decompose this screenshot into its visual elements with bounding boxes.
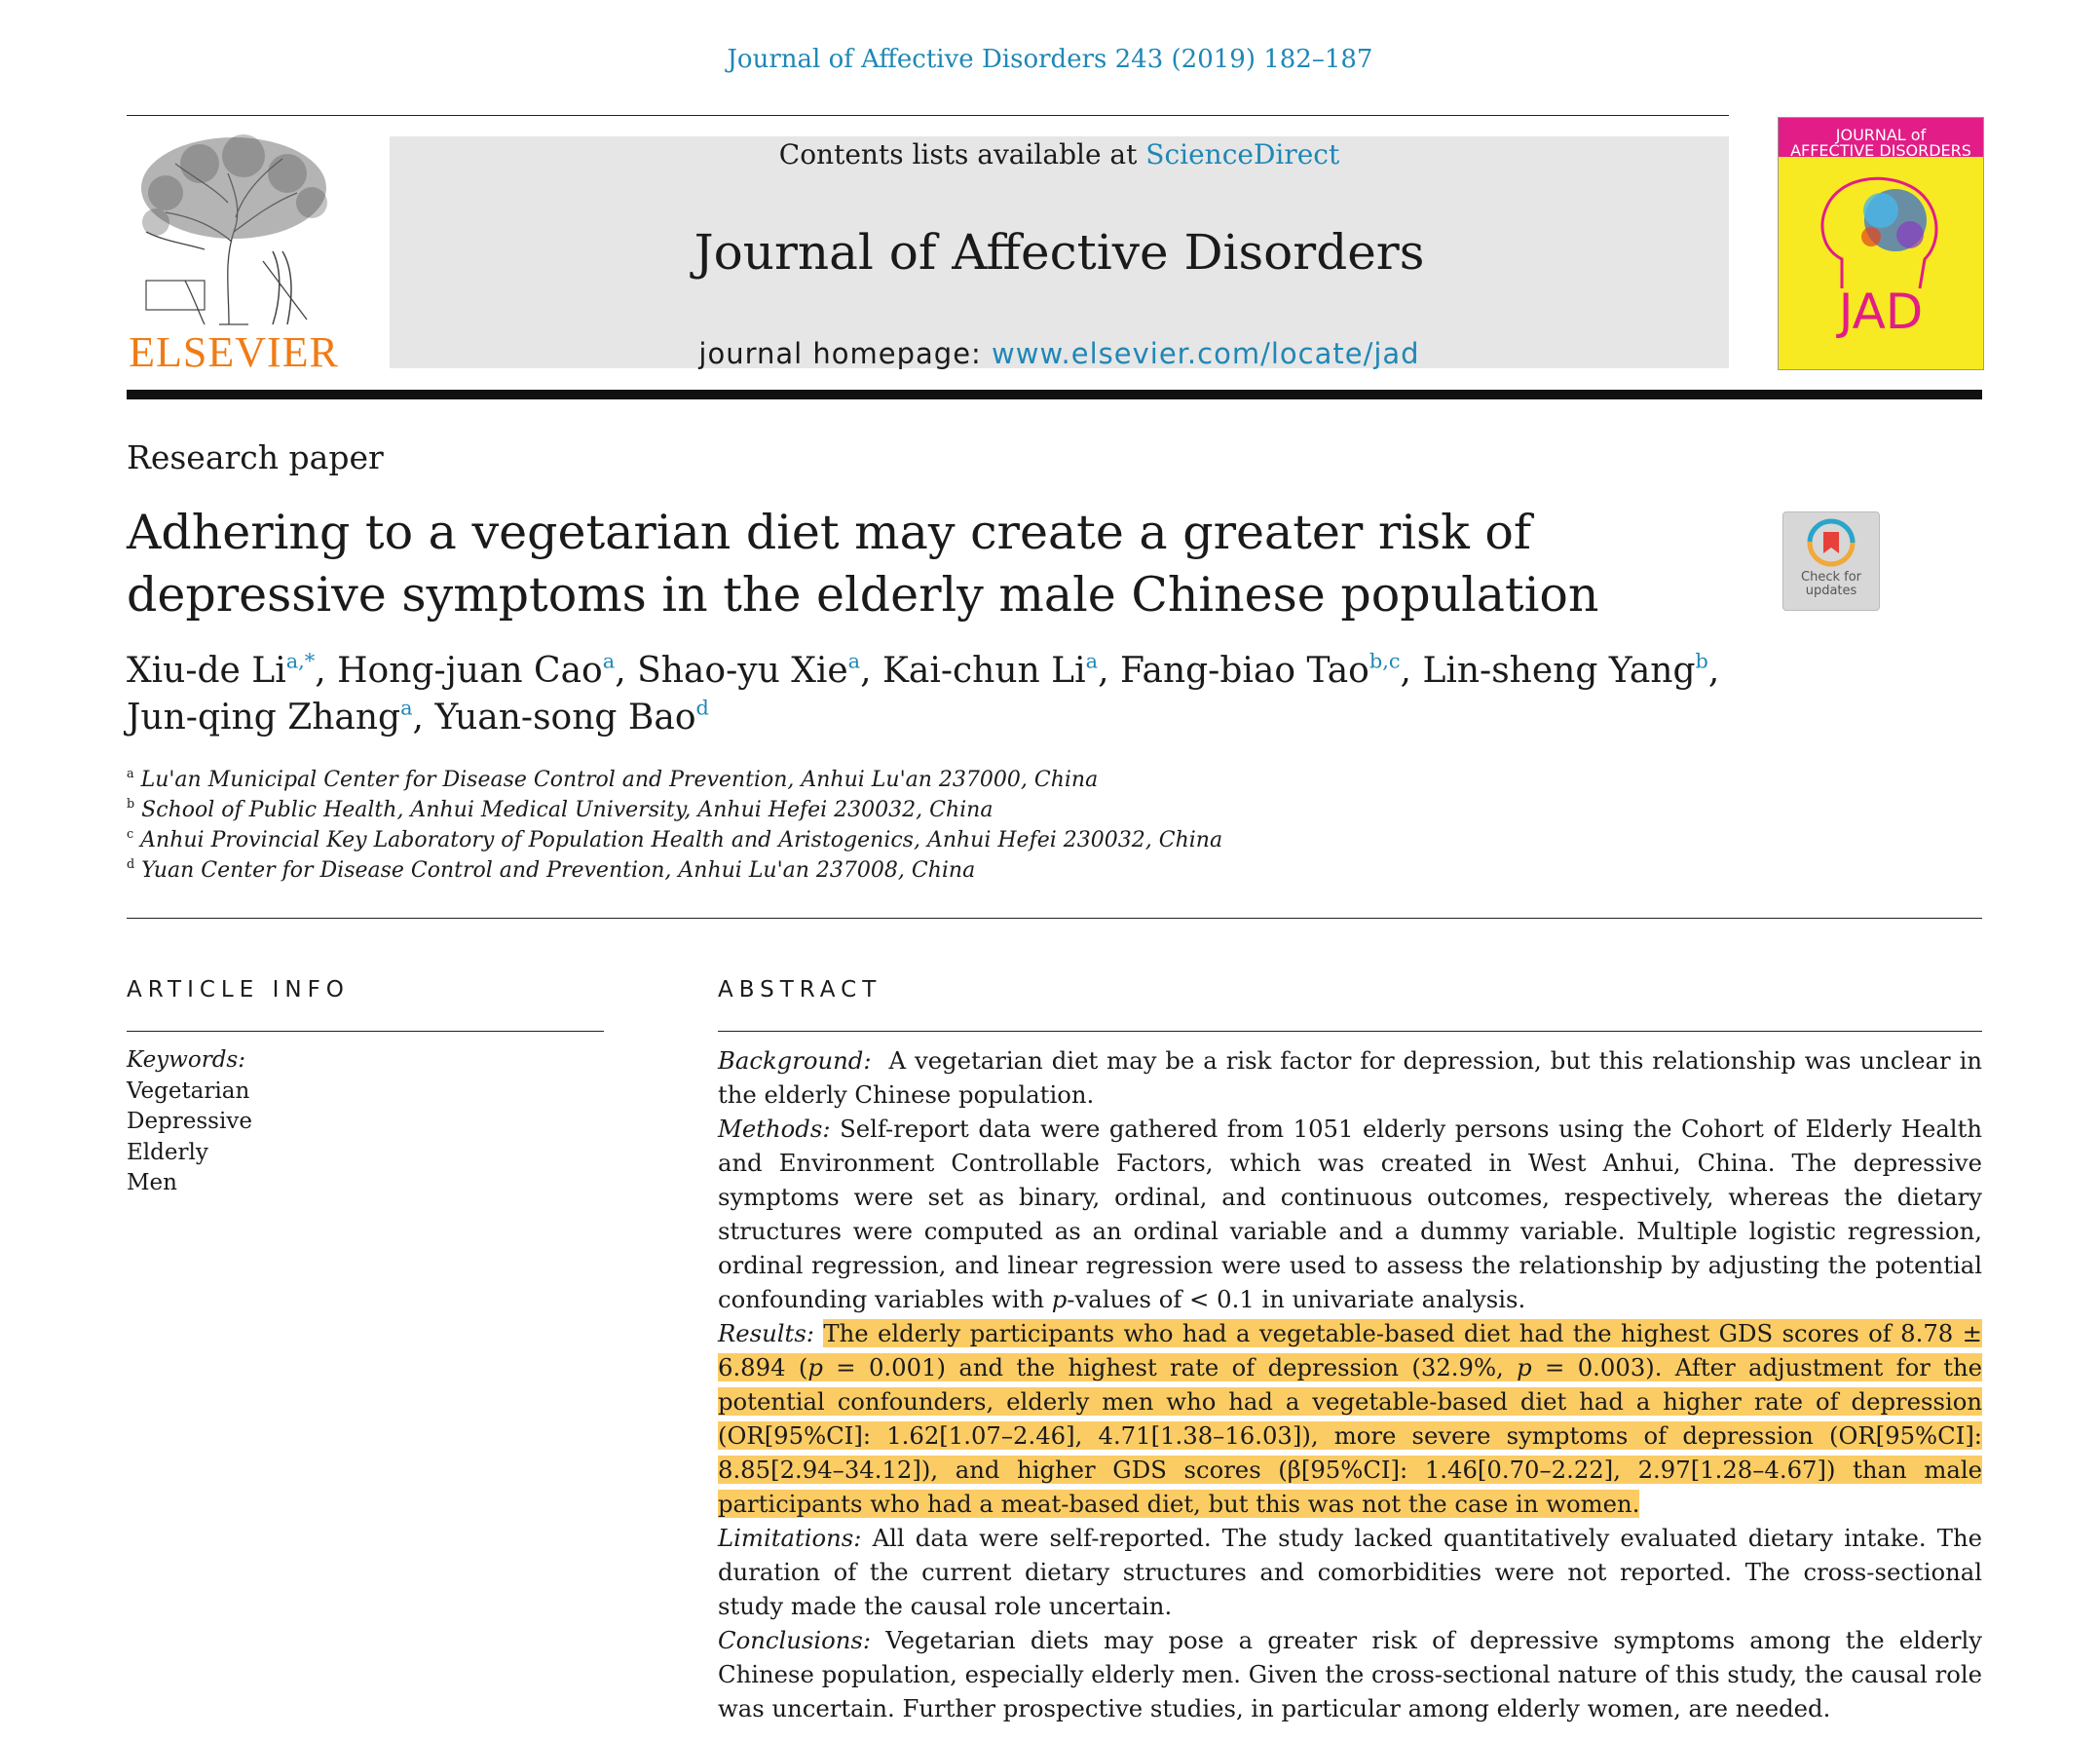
author[interactable] [637,651,860,691]
affiliation-key: b [127,797,135,813]
abstract-background [718,1043,1982,1112]
header-rule [127,115,1729,116]
keyword: Depressive [127,1109,252,1134]
abstract-methods [718,1112,1982,1316]
author-name: Yuan-song Bao [434,698,696,738]
methods-text-end: -values of < 0.1 in univariate analysis. [1067,1285,1526,1313]
results-text: = 0.003). After adjustment for the potential confounders, elderly men who had a vegetable-based diet had a higher rate of depression (OR[95%CI]: 1.62[1.07–2.46], 4.71[1.38–16.03]), more severe symptoms of depression (OR[95%CI]: 8.85[2.94–34.12]), and higher GDS scores (β[95%CI]: 1.46[0.70–2.22], 2.97[1.28–4.67]) than male participants who had a meat-based diet, but this was not the case in women. [718,1353,1982,1518]
article-info-heading: ARTICLE INFO [127,977,350,1002]
author[interactable] [1120,651,1401,691]
masthead-rule [127,390,1982,399]
tree-icon [127,134,341,329]
author-affiliation-ref[interactable]: a [1085,649,1099,673]
author-name: Fang-biao Tao [1119,651,1369,691]
keyword: Men [127,1170,177,1195]
check-for-updates-badge[interactable] [1782,511,1880,611]
conclusions-text: Vegetarian diets may pose a greater risk of depressive symptoms among the elderly Chinese population, especially elderly men. Given the cross-sectional nature of this study, the causal role was uncertain. Further prospective studies, in particular among elderly women, are needed. [718,1626,1982,1722]
author-name: Jun-qing Zhang [127,698,401,738]
contents-line [390,138,1729,170]
affiliation [127,795,1880,825]
author-name: Xiu-de Li [127,651,286,691]
check-updates-line2: updates [1805,584,1857,598]
affiliation-key: d [127,857,135,873]
author[interactable] [1422,651,1707,691]
author[interactable] [127,651,315,691]
author-affiliation-ref[interactable]: d [695,696,709,720]
article-type: Research paper [127,438,384,476]
cover-acronym: JAD [1838,284,1924,340]
affiliation [127,765,1880,795]
methods-p-symbol: p [1051,1285,1068,1313]
author-affiliation-ref[interactable]: a [602,649,616,673]
article-info-rule [127,1031,604,1032]
homepage-line [390,337,1729,370]
methods-label: Methods: [718,1115,831,1143]
limitations-label: Limitations: [718,1524,862,1552]
affiliation-list [127,765,1880,886]
affiliation-text: Anhui Provincial Key Laboratory of Population Health and Aristogenics, Anhui Hefei 230032, China [140,828,1223,852]
affiliation [127,825,1880,855]
affiliation-key: c [127,827,134,843]
author-affiliation-ref[interactable]: b [1695,649,1708,673]
head-profile-icon [1803,167,1959,293]
methods-text: Self-report data were gathered from 1051 elderly persons using the Cohort of Elderly Health and Environment Controllable Factors, which was created in West Anhui, China. The depressive symptoms were set as binary, ordinal, and continuous outcomes, respectively, whereas the dietary structures were computed as an ordinal variable and a dummy variable. Multiple logistic regression, ordinal regression, and linear regression were used to assess the relationship by adjusting the potential confounding variables with [718,1115,1982,1313]
results-text: = 0.001) and the highest rate of depression (32.9%, [822,1353,1518,1381]
affiliation [127,855,1880,886]
cover-title-line1: JOURNAL of [1835,126,1927,144]
author-name: Hong-juan Cao [337,651,603,691]
author-list: Xiu-de $Li^{a,*}$, Hong-juan Cao$^a$, Shao-yu Xie$^a$, Kai-chun Li$^a$, Fang-biao Tao$^{b,c}$, Lin-sheng Yang$^b$, Jun-qing Zhang$^a$, Yuan-song Bao$^d$ [127,649,1720,738]
author-affiliation-ref[interactable]: a [400,696,413,720]
author[interactable] [434,698,708,738]
abstract-rule [718,1031,1982,1032]
author-name: Kai-chun Li [881,651,1086,691]
author[interactable] [882,651,1098,691]
keyword: Elderly [127,1139,208,1165]
results-p-symbol: p [1517,1353,1532,1381]
check-updates-text [1783,571,1879,598]
affiliation-text: Lu'an Municipal Center for Disease Control and Prevention, Anhui Lu'an 237000, China [140,768,1099,792]
abstract-limitations [718,1521,1982,1623]
journal-name: Journal of Affective Disorders [694,224,1425,281]
author-affiliation-ref[interactable]: a,* [285,649,316,673]
abstract-results [718,1316,1982,1521]
affiliation-text: Yuan Center for Disease Control and Prevention, Anhui Lu'an 237008, China [141,858,976,883]
affiliation-text: School of Public Health, Anhui Medical University, Anhui Hefei 230032, China [141,798,994,822]
contents-prefix: Contents lists available at [778,138,1146,170]
check-updates-icon [1807,518,1856,567]
author-name: Shao-yu Xie [637,651,848,691]
background-text: A vegetarian diet may be a risk factor for depression, but this relationship was unclear in the elderly Chinese population. [718,1046,1982,1109]
section-rule [127,918,1982,919]
check-updates-line1: Check for [1801,570,1861,585]
journal-cover[interactable] [1778,117,1984,370]
sciencedirect-link[interactable]: ScienceDirect [1145,138,1340,170]
keywords-label: Keywords: [127,1047,245,1073]
results-highlight[interactable] [718,1319,1982,1518]
limitations-text: All data were self-reported. The study lacked quantitatively evaluated dietary intake. The duration of the current dietary structures and comorbidities were not reported. The cross-sectional study made the causal role uncertain. [718,1524,1982,1620]
abstract-body [718,1043,1982,1725]
author-name: Lin-sheng Yang [1422,651,1696,691]
homepage-link[interactable]: www.elsevier.com/locate/jad [992,337,1420,370]
conclusions-label: Conclusions: [718,1626,872,1654]
article-title: Adhering to a vegetarian diet may create a greater risk of depressive symptoms in the elderly male Chinese population [127,505,1599,623]
author-affiliation-ref[interactable]: a [847,649,861,673]
results-text: The elderly participants who had a vegetable-based diet had the highest GDS scores of 8.78 ± 6.894 ( [718,1319,1982,1381]
keywords-block [127,1045,252,1199]
journal-masthead [390,136,1729,368]
cover-title-line2: AFFECTIVE DISORDERS [1790,141,1971,160]
abstract-conclusions [718,1623,1982,1725]
cover-title [1779,128,1983,159]
affiliation-key: a [127,767,134,782]
author[interactable] [337,651,615,691]
author[interactable] [127,698,413,738]
journal-citation[interactable]: Journal of Affective Disorders 243 (2019) 182–187 [727,45,1373,74]
homepage-prefix: journal homepage: [698,337,993,370]
keyword: Vegetarian [127,1078,250,1104]
abstract-heading: ABSTRACT [718,977,882,1002]
elsevier-wordmark: ELSEVIER [129,328,339,376]
results-label: Results: [718,1319,814,1347]
results-p-symbol: p [807,1353,823,1381]
background-label: Background: [718,1046,872,1075]
author-affiliation-ref[interactable]: b,c [1369,649,1401,673]
